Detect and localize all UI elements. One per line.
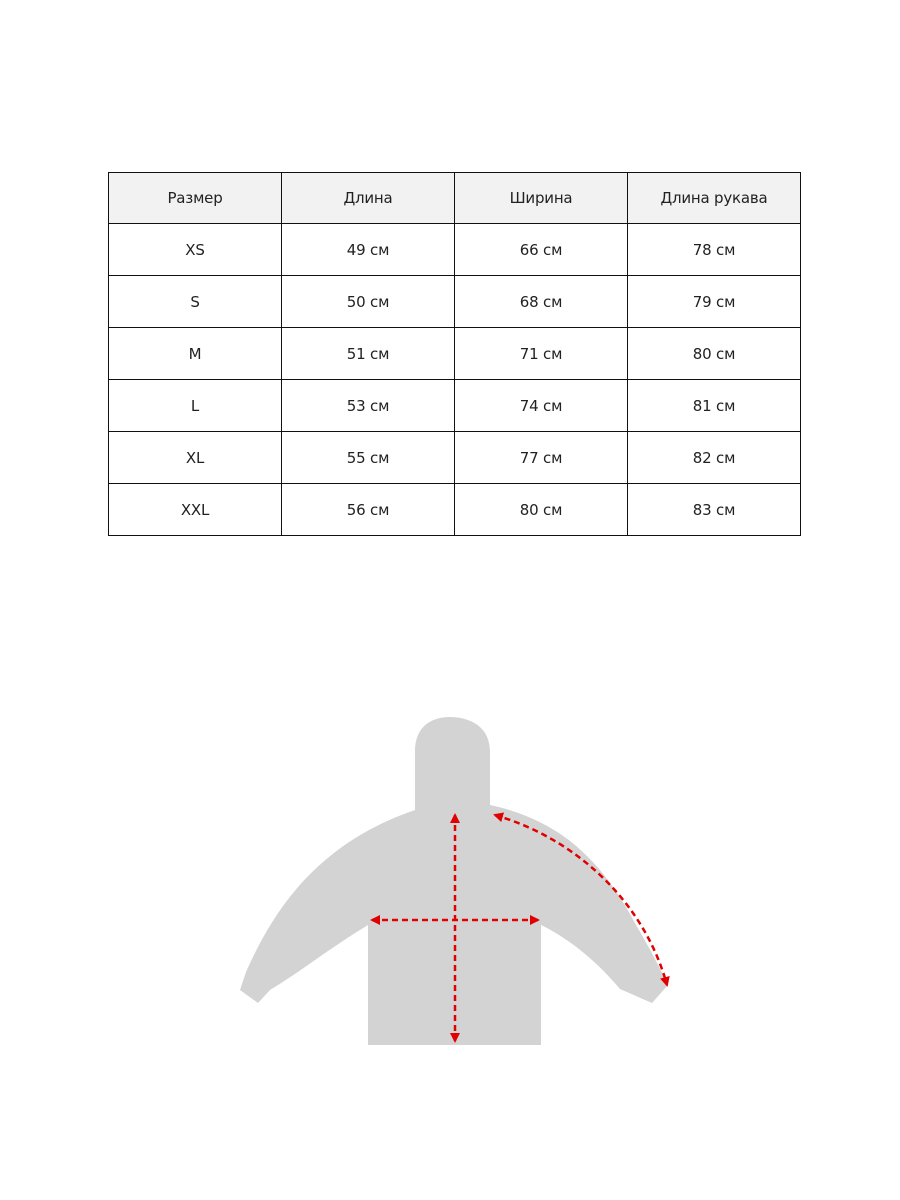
cell-length: 50 см <box>282 276 455 328</box>
table-row <box>109 432 801 484</box>
cell-length: 49 см <box>282 224 455 276</box>
cell-size: S <box>109 276 282 328</box>
table-header-row <box>109 173 801 224</box>
cell-width: 77 см <box>455 432 628 484</box>
table-row <box>109 276 801 328</box>
cell-sleeve-length: 83 см <box>628 484 801 536</box>
cell-sleeve-length: 79 см <box>628 276 801 328</box>
table-row <box>109 484 801 536</box>
cell-length: 56 см <box>282 484 455 536</box>
header-sleeve-length: Длина рукава <box>628 173 801 224</box>
table-row <box>109 380 801 432</box>
table-row <box>109 328 801 380</box>
cell-length: 51 см <box>282 328 455 380</box>
size-chart-table <box>108 172 801 536</box>
cell-width: 80 см <box>455 484 628 536</box>
hoodie-measurement-diagram <box>0 700 900 1100</box>
cell-width: 74 см <box>455 380 628 432</box>
cell-sleeve-length: 82 см <box>628 432 801 484</box>
cell-sleeve-length: 81 см <box>628 380 801 432</box>
cell-size: L <box>109 380 282 432</box>
cell-sleeve-length: 80 см <box>628 328 801 380</box>
table-row <box>109 224 801 276</box>
cell-size: XL <box>109 432 282 484</box>
header-width: Ширина <box>455 173 628 224</box>
header-size: Размер <box>109 173 282 224</box>
cell-width: 66 см <box>455 224 628 276</box>
cell-length: 53 см <box>282 380 455 432</box>
cell-size: XXL <box>109 484 282 536</box>
cell-sleeve-length: 78 см <box>628 224 801 276</box>
cell-width: 68 см <box>455 276 628 328</box>
cell-size: XS <box>109 224 282 276</box>
header-length: Длина <box>282 173 455 224</box>
cell-length: 55 см <box>282 432 455 484</box>
cell-width: 71 см <box>455 328 628 380</box>
cell-size: M <box>109 328 282 380</box>
